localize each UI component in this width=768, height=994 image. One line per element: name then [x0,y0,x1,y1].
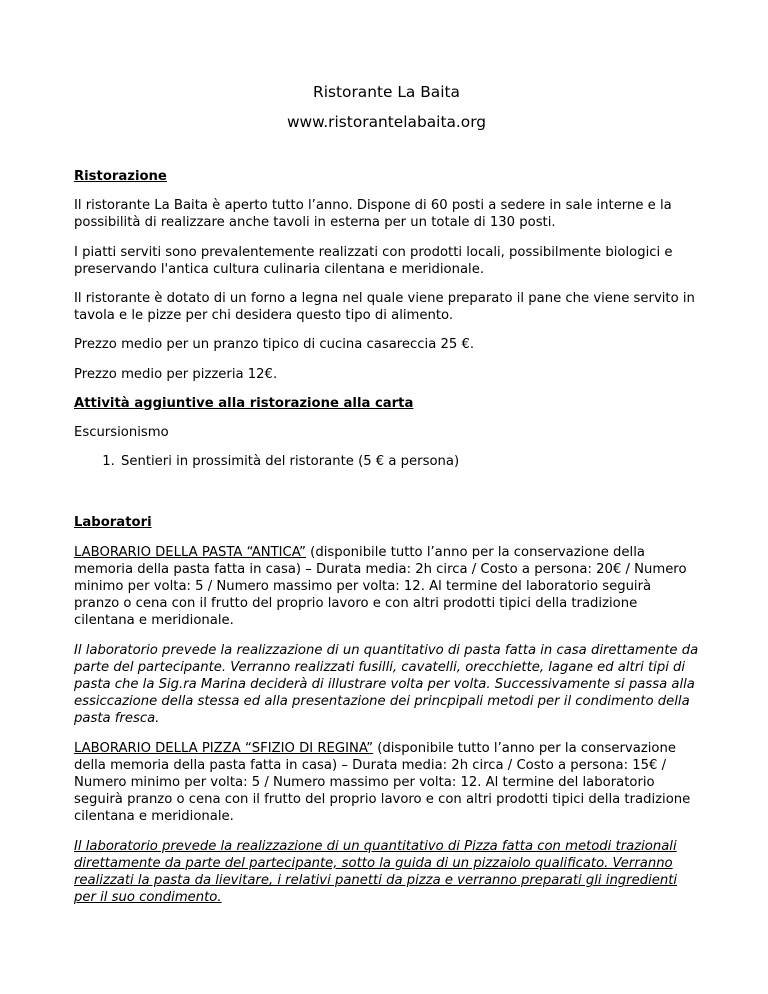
lab-pasta-paragraph [74,544,699,630]
escursionismo-label: Escursionismo [74,425,169,441]
restaurant-title: Ristorante La Baita [313,83,460,101]
section-heading-attivita: Attività aggiuntive alla ristorazione alla carta [74,395,414,411]
lab-pizza-paragraph [74,740,699,826]
restaurant-url: www.ristorantelabaita.org [286,113,487,131]
lab-pasta-italic: Il laboratorio prevede la realizzazione di un quantitativo di pasta fatta in casa direttamente da parte del partecipante. Verranno realizzati fusilli, cavatelli, orecchiette, lagane ed altri tipi di pasta che la Sig.ra Marina deciderà di illustrare volta per volta. Successivamente si passa alla essiccazione della stessa ed alla presentazione dei princpipali metodi per il condimento della pasta fresca. [74,642,699,727]
paragraph-forno: Il ristorante è dotato di un forno a legna nel quale viene preparato il pane che viene servito in tavola e le pizze per chi desidera questo tipo di alimento. [74,291,695,324]
section-heading-ristorazione: Ristorazione [74,169,167,184]
paragraph-prezzo-pizzeria: Prezzo medio per pizzeria 12€. [74,366,278,382]
list-item: 1. Sentieri in prossimità del ristorante (5 € a persona) [119,453,699,470]
paragraph-posti: Il ristorante La Baita è aperto tutto l’anno. Dispone di 60 posti a sedere in sale interne e la possibilità di realizzare anche tavoli in esterna per un totale di 130 posti. [74,198,672,231]
lab-pasta-title: LABORARIO DELLA PASTA “ANTICA” [74,544,306,560]
paragraph-prezzo-pranzo: Prezzo medio per un pranzo tipico di cucina casareccia 25 €. [74,337,475,353]
lab-pasta-desc: (disponibile tutto l’anno per la conservazione della memoria della pasta fatta in casa) – Durata media: 2h circa / Costo a persona: 20€ / Numero minimo per volta: 5 / Numero massimo per volta: 12. Al termine del laboratorio seguirà pranzo o cena con il frutto del proprio lavoro e con altri prodotti tipici della tradizione cilentana e meridionale. [74,544,687,629]
escursionismo-list [74,453,699,470]
paragraph-piatti: I piatti serviti sono prevalentemente realizzati con prodotti locali, possibilmente biologici e preservando l'antica cultura culinaria cilentana e meridionale. [74,244,673,277]
section-heading-laboratori: Laboratori [74,515,152,531]
document-page [74,82,699,919]
lab-pizza-desc: (disponibile tutto l’anno per la conservazione della memoria della pasta fatta in casa) – Durata media: 2h circa / Costo a persona: 15€ / Numero minimo per volta: 5 / Numero massimo per volta: 12. Al termine del laboratorio seguirà pranzo o cena con il frutto del proprio lavoro e con altri prodotti tipici della tradizione cilentana e meridionale. [74,740,691,825]
lab-pizza-italic: Il laboratorio prevede la realizzazione di un quantitativo di Pizza fatta con metodi trazionali direttamente da parte del partecipante, sotto la guida di un pizzaiolo qualificato. Verranno realizzati la pasta da lievitare, i relativi panetti da pizza e verranno preparati gli ingredienti per il suo condimento. [74,838,678,906]
lab-pizza-title: LABORARIO DELLA PIZZA “SFIZIO DI REGINA” [74,740,374,756]
